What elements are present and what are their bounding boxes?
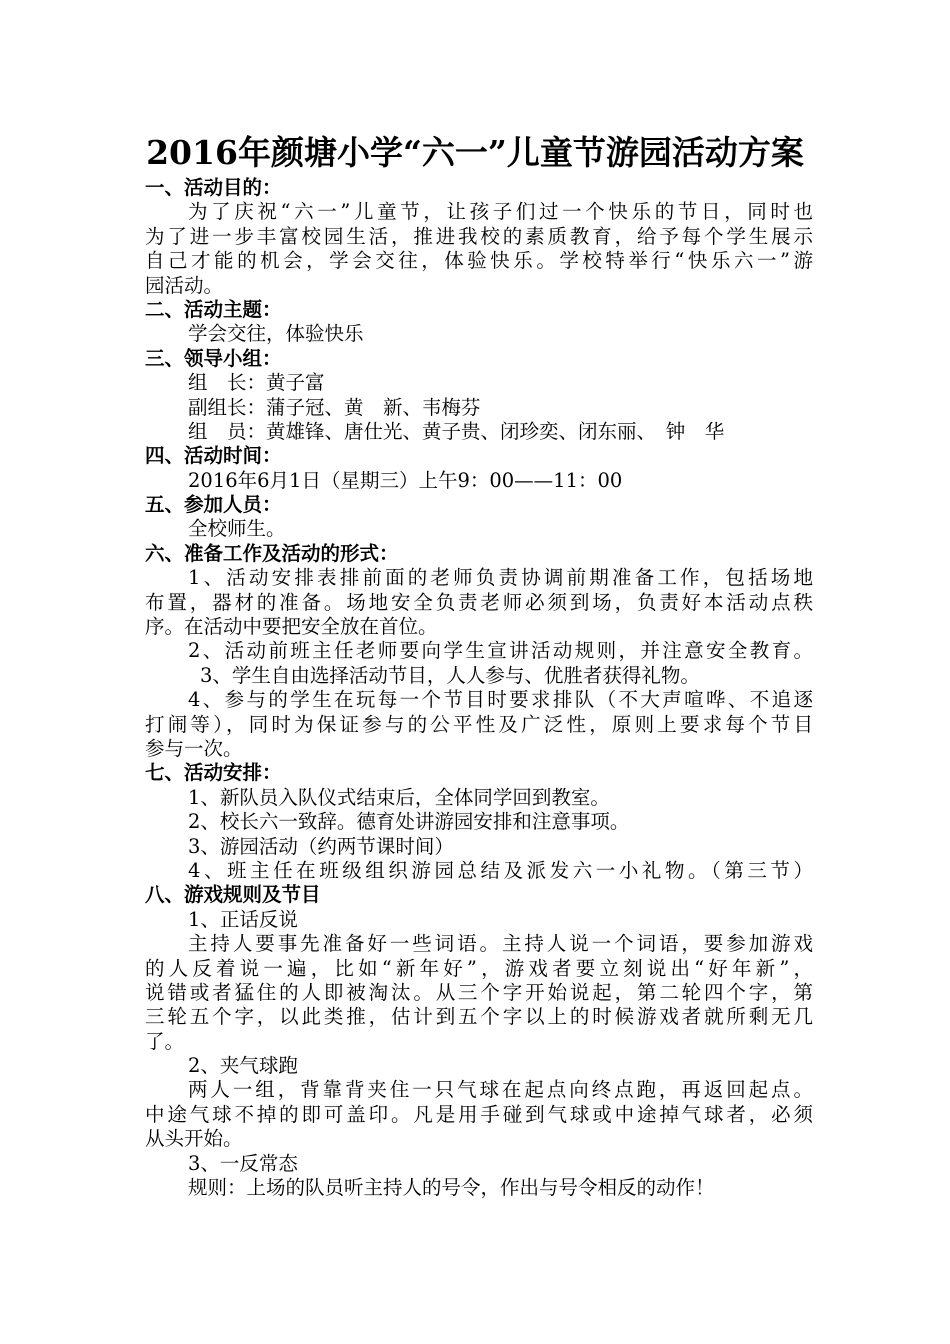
body-text-line: 3、学生自由选择活动节目，人人参与、优胜者获得礼物。	[200, 663, 700, 687]
section-heading: 五、参加人员：	[145, 493, 282, 517]
body-text-line: 中途气球不掉的即可盖印。凡是用手碰到气球或中途掉气球者，必须	[145, 1102, 813, 1126]
body-text-line: 园活动。	[145, 273, 224, 297]
section-heading: 四、活动时间：	[145, 444, 282, 468]
body-text-line: 参与一次。	[145, 736, 243, 760]
body-text-line: 全校师生。	[188, 517, 286, 541]
document-body	[145, 176, 813, 1200]
body-text-line: 组 员：黄雄锋、唐仕光、黄子贵、闭珍奕、闭东丽、 钟 华	[188, 419, 725, 443]
body-text-line: 1、新队员入队仪式结束后，全体同学回到教室。	[188, 785, 610, 809]
body-text-line: 1、活动安排表排前面的老师负责协调前期准备工作，包括场地	[188, 566, 813, 590]
body-text-line: 的人反着说一遍，比如“新年好”，游戏者要立刻说出“好年新”，	[145, 956, 813, 980]
body-text-line: 布置，器材的准备。场地安全负责老师必须到场，负责好本活动点秩	[145, 590, 813, 614]
body-text-line: 序。在活动中要把安全放在首位。	[145, 615, 438, 639]
section-heading: 一、活动目的：	[145, 176, 282, 199]
body-text-line: 2、活动前班主任老师要向学生宣讲活动规则，并注意安全教育。	[188, 639, 813, 663]
section-heading: 六、准备工作及活动的形式：	[145, 541, 399, 565]
body-text-line: 3、游园活动（约两节课时间）	[188, 834, 454, 858]
body-text-line: 2016年6月1日（星期三）上午9：00——11：00	[188, 468, 623, 492]
body-text-line: 了。	[145, 1029, 185, 1053]
body-text-line: 两人一组，背靠背夹住一只气球在起点向终点跑，再返回起点。	[188, 1078, 813, 1102]
body-text-line: 打闹等），同时为保证参与的公平性及广泛性，原则上要求每个节目	[145, 712, 813, 736]
body-text-line: 主持人要事先准备好一些词语。主持人说一个词语，要参加游戏	[188, 932, 813, 956]
body-text-line: 自己才能的机会，学会交往，体验快乐。学校特举行“快乐六一”游	[145, 249, 813, 273]
section-heading: 七、活动安排：	[145, 761, 282, 785]
section-heading: 二、活动主题：	[145, 297, 282, 321]
body-text-line: 规则：上场的队员听主持人的号令，作出与号令相反的动作！	[188, 1176, 715, 1200]
body-text-line: 从头开始。	[145, 1127, 243, 1151]
body-text-line: 副组长：蒲子冠、黄 新、韦梅芬	[188, 395, 481, 419]
body-text-line: 4、参与的学生在玩每一个节目时要求排队（不大声喧哗、不追逐	[188, 688, 813, 712]
body-text-line: 学会交往，体验快乐	[188, 322, 364, 346]
body-text-line: 三轮五个字，以此类推，估计到五个字以上的时候游戏者就所剩无几	[145, 1005, 813, 1029]
body-text-line: 说错或者猛住的人即被淘汰。从三个字开始说起，第二轮四个字，第	[145, 980, 813, 1004]
body-text-line: 3、一反常态	[188, 1151, 298, 1175]
body-text-line: 1、正话反说	[188, 907, 298, 931]
body-text-line: 组 长：黄子富	[188, 371, 325, 395]
body-text-line: 4、班主任在班级组织游园总结及派发六一小礼物。（第三节）	[188, 858, 813, 882]
body-text-line: 为了进一步丰富校园生活，推进我校的素质教育，给予每个学生展示	[145, 224, 813, 248]
section-heading: 八、游戏规则及节目	[145, 883, 321, 907]
body-text-line: 为了庆祝“六一”儿童节，让孩子们过一个快乐的节日，同时也	[188, 200, 813, 224]
document-title: 2016年颜塘小学“六一”儿童节游园活动方案	[146, 133, 804, 172]
section-heading: 三、领导小组：	[145, 346, 282, 370]
body-text-line: 2、校长六一致辞。德育处讲游园安排和注意事项。	[188, 810, 630, 834]
body-text-line: 2、夹气球跑	[188, 1054, 298, 1078]
